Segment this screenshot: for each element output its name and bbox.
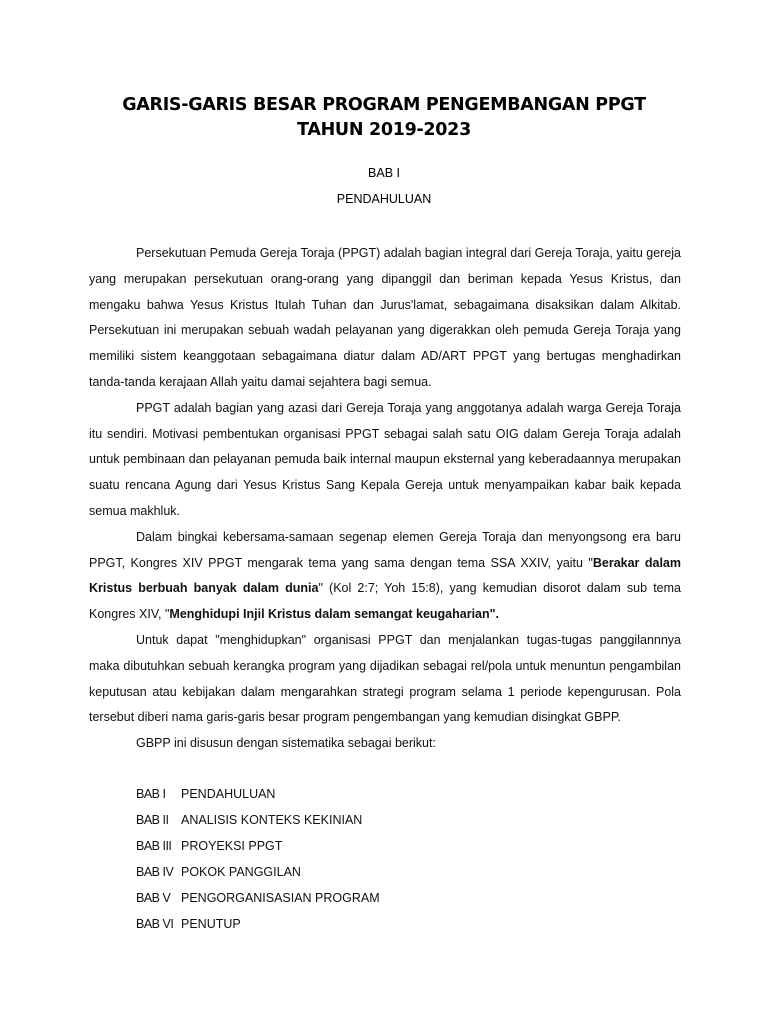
toc-chapter-title: PENUTUP: [181, 917, 241, 931]
toc-row: [136, 833, 380, 859]
toc-chapter-number: BAB III: [136, 839, 172, 853]
toc-row: [136, 807, 380, 833]
toc-chapter-number: BAB I: [136, 787, 166, 801]
toc-row: [136, 781, 380, 807]
toc-chapter-number: BAB II: [136, 813, 169, 827]
paragraph-3-text-b: " (Kol 2:7; Yoh 15:8), yang kemudian disorot dalam sub tema Kongres XIV, ": [89, 581, 681, 622]
document-title-line2: TAHUN 2019-2023: [297, 120, 471, 140]
toc-row: [136, 885, 380, 911]
paragraph-1: Persekutuan Pemuda Gereja Toraja (PPGT) adalah bagian integral dari Gereja Toraja, yaitu gereja yang merupakan persekutuan orang-orang yang dipanggil dan beriman kepada Yesus Kristus, dan mengaku bahwa Yesus Kristus Itulah Tuhan dan Jurus'lamat, sebagaimana disaksikan dalam Alkitab. Persekutuan ini merupakan sebuah wadah pelayanan yang digerakkan oleh pemuda Gereja Toraja yang memiliki sistem keanggotaan sebagaimana diatur dalam AD/ART PPGT yang bertugas menghadirkan tanda-tanda kerajaan Allah yaitu damai sejahtera bagi semua.: [89, 246, 681, 389]
toc-chapter-title: PROYEKSI PPGT: [181, 839, 283, 853]
table-of-contents: [136, 781, 380, 937]
chapter-title: PENDAHULUAN: [336, 192, 432, 206]
paragraph-2: PPGT adalah bagian yang azasi dari Gereja Toraja yang anggotanya adalah warga Gereja Toraja itu sendiri. Motivasi pembentukan organisasi PPGT sebagai salah satu OIG dalam Gereja Toraja adalah untuk pembinaan dan pelayanan pemuda baik internal maupun eksternal yang keberadaannya merupakan suatu rencana Agung dari Yesus Kristus Sang Kepala Gereja untuk menyampaikan kabar baik kepada semua makhluk.: [89, 400, 681, 518]
document-title-line1: GARIS-GARIS BESAR PROGRAM PENGEMBANGAN PPGT: [122, 95, 646, 115]
paragraph-5: GBPP ini disusun dengan sistematika sebagai berikut:: [136, 736, 436, 751]
document-body: [89, 241, 681, 757]
paragraph-3-theme: Berakar dalam Kristus berbuah banyak dalam dunia: [89, 555, 681, 596]
toc-chapter-number: BAB VI: [136, 917, 174, 931]
toc-chapter-number: BAB IV: [136, 865, 174, 879]
toc-row: [136, 911, 380, 937]
paragraph-3: [89, 525, 681, 628]
paragraph-3-text-a: Dalam bingkai kebersama-samaan segenap elemen Gereja Toraja dan menyongsong era baru PPGT, Kongres XIV PPGT mengarak tema yang sama dengan tema SSA XXIV, yaitu ": [89, 529, 681, 570]
chapter-label: BAB I: [368, 166, 400, 180]
toc-row: [136, 859, 380, 885]
toc-chapter-title: POKOK PANGGILAN: [181, 865, 301, 879]
toc-chapter-number: BAB V: [136, 891, 171, 905]
toc-chapter-title: ANALISIS KONTEKS KEKINIAN: [181, 813, 363, 827]
toc-chapter-title: PENDAHULUAN: [181, 787, 276, 801]
paragraph-3-subtheme: Menghidupi Injil Kristus dalam semangat keugaharian".: [169, 607, 500, 622]
toc-chapter-title: PENGORGANISASIAN PROGRAM: [181, 891, 380, 905]
paragraph-4: Untuk dapat "menghidupkan" organisasi PPGT dan menjalankan tugas-tugas panggilannnya maka dibutuhkan sebuah kerangka program yang dijadikan sebagai rel/pola untuk menuntun pengambilan keputusan atau kebijakan dalam mengarahkan strategi program selama 1 periode kepengurusan. Pola tersebut diberi nama garis-garis besar program pengembangan yang kemudian disingkat GBPP.: [89, 632, 681, 725]
